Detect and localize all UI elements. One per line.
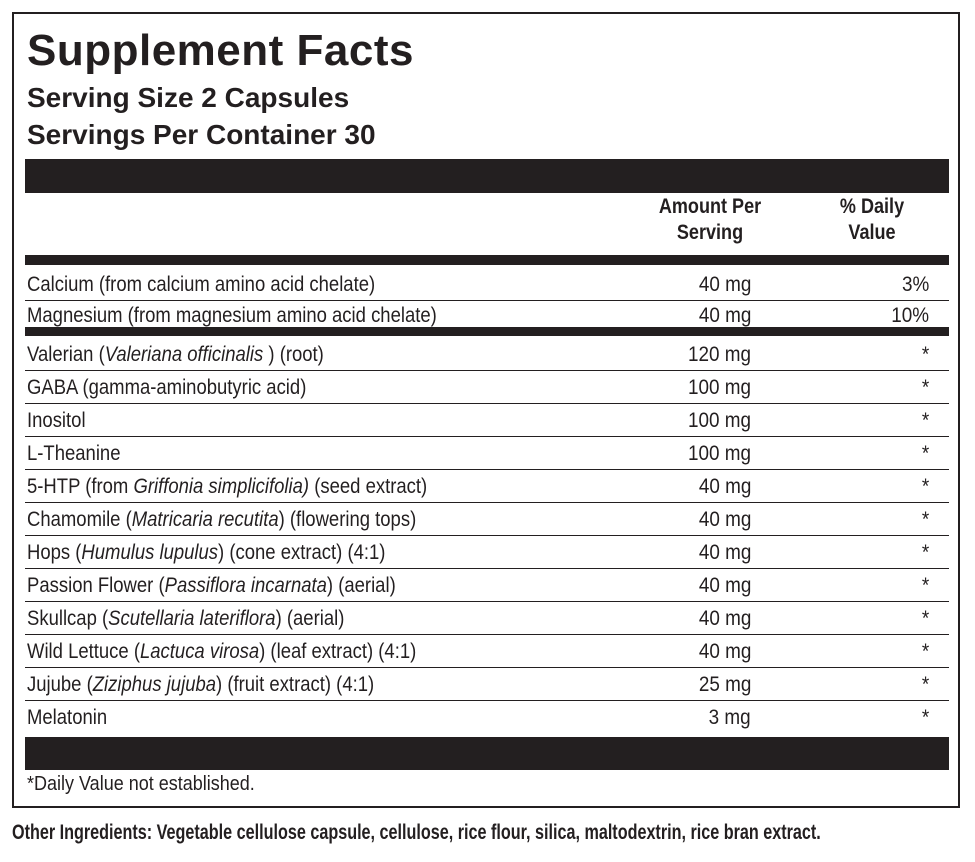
ingredient-daily-value: 10% bbox=[891, 304, 929, 327]
ingredient-name bbox=[27, 540, 385, 565]
botanical-name: Humulus lupulus bbox=[81, 541, 219, 564]
footer-bar bbox=[25, 737, 949, 770]
ingredient-amount: 3 mg bbox=[708, 706, 751, 729]
ingredient-amount: 40 mg bbox=[698, 273, 751, 296]
ingredient-name bbox=[27, 408, 86, 433]
table-row bbox=[25, 371, 949, 404]
ingredient-text: ) (fruit extract) (4:1) bbox=[216, 673, 375, 696]
ingredient-name bbox=[27, 639, 416, 664]
ingredient-amount: 40 mg bbox=[698, 574, 751, 597]
ingredient-daily-value: * bbox=[921, 541, 929, 564]
ingredient-amount: 100 mg bbox=[687, 409, 751, 432]
ingredient-text: ) (flowering tops) bbox=[278, 508, 417, 531]
ingredient-text: Magnesium (from magnesium amino acid chelate) bbox=[27, 304, 437, 327]
table-row bbox=[25, 470, 949, 503]
botanical-name: Passiflora incarnata bbox=[164, 574, 327, 597]
table-row bbox=[25, 536, 949, 569]
botanical-name: Valeriana officinalis bbox=[104, 343, 264, 366]
serving-size: Serving Size 2 Capsules bbox=[27, 82, 350, 113]
ingredient-name bbox=[27, 672, 374, 697]
botanical-name: Ziziphus jujuba bbox=[92, 673, 217, 696]
table-row bbox=[25, 569, 949, 602]
ingredient-text: Inositol bbox=[27, 409, 86, 432]
ingredient-amount: 40 mg bbox=[698, 304, 751, 327]
ingredient-daily-value: * bbox=[921, 409, 929, 432]
botanical-name: Matricaria recutita bbox=[131, 508, 279, 531]
ingredient-amount: 40 mg bbox=[698, 475, 751, 498]
header-divider bbox=[25, 255, 949, 265]
other-ingredients: Other Ingredients: Vegetable cellulose capsule, cellulose, rice flour, silica, maltodextrin, rice bran extract. bbox=[12, 821, 821, 844]
ingredient-text: Melatonin bbox=[27, 706, 108, 729]
ingredient-amount: 40 mg bbox=[698, 508, 751, 531]
ingredient-daily-value: * bbox=[921, 574, 929, 597]
ingredient-daily-value: * bbox=[921, 640, 929, 663]
ingredient-text: Chamomile ( bbox=[27, 508, 132, 531]
ingredient-text: Calcium (from calcium amino acid chelate) bbox=[27, 273, 376, 296]
ingredient-daily-value: * bbox=[921, 442, 929, 465]
supplement-facts-panel bbox=[12, 12, 960, 808]
ingredient-name bbox=[27, 705, 107, 730]
ingredient-text: Jujube ( bbox=[27, 673, 93, 696]
ingredient-daily-value: * bbox=[921, 706, 929, 729]
ingredient-name bbox=[27, 474, 427, 499]
table-row bbox=[25, 503, 949, 536]
amount-per-serving-header: Amount Per Serving bbox=[658, 195, 762, 244]
table-row bbox=[25, 404, 949, 437]
ingredient-name bbox=[27, 375, 306, 400]
ingredient-text: L-Theanine bbox=[27, 442, 121, 465]
ingredient-text: Hops ( bbox=[27, 541, 82, 564]
ingredient-name bbox=[27, 272, 375, 297]
section-divider bbox=[25, 327, 949, 336]
ingredient-name bbox=[27, 573, 396, 598]
ingredient-text: 5-HTP (from bbox=[27, 475, 134, 498]
table-row bbox=[25, 701, 949, 734]
ingredient-name bbox=[27, 342, 324, 367]
ingredient-daily-value: * bbox=[921, 376, 929, 399]
ingredient-text: ) (aerial) bbox=[326, 574, 396, 597]
table-row bbox=[25, 338, 949, 371]
ingredient-text: Wild Lettuce ( bbox=[27, 640, 140, 663]
table-row bbox=[25, 668, 949, 701]
ingredient-daily-value: * bbox=[921, 673, 929, 696]
ingredient-text: Passion Flower ( bbox=[27, 574, 165, 597]
ingredient-daily-value: * bbox=[921, 508, 929, 531]
table-row bbox=[25, 602, 949, 635]
table-row bbox=[25, 268, 949, 301]
ingredient-text: Valerian ( bbox=[27, 343, 105, 366]
header-bar bbox=[25, 159, 949, 193]
daily-value-header: % Daily Value bbox=[839, 195, 905, 244]
ingredient-text: Skullcap ( bbox=[27, 607, 109, 630]
ingredient-text: ) (root) bbox=[263, 343, 324, 366]
ingredient-amount: 100 mg bbox=[687, 442, 751, 465]
ingredient-text: ) (leaf extract) (4:1) bbox=[259, 640, 417, 663]
ingredient-daily-value: * bbox=[921, 343, 929, 366]
panel-title: Supplement Facts bbox=[27, 26, 414, 75]
ingredient-amount: 40 mg bbox=[698, 640, 751, 663]
ingredient-amount: 40 mg bbox=[698, 607, 751, 630]
ingredient-name bbox=[27, 303, 437, 328]
ingredient-daily-value: * bbox=[921, 607, 929, 630]
ingredient-text: ) (aerial) bbox=[275, 607, 345, 630]
ingredient-name bbox=[27, 441, 121, 466]
botanical-name: Scutellaria lateriflora bbox=[108, 607, 276, 630]
ingredient-daily-value: 3% bbox=[901, 273, 929, 296]
ingredient-name bbox=[27, 507, 416, 532]
botanical-name: Lactuca virosa bbox=[139, 640, 260, 663]
ingredient-text: (seed extract) bbox=[309, 475, 428, 498]
ingredient-amount: 120 mg bbox=[687, 343, 751, 366]
ingredient-amount: 25 mg bbox=[698, 673, 751, 696]
servings-per-container: Servings Per Container 30 bbox=[27, 119, 376, 150]
ingredient-amount: 40 mg bbox=[698, 541, 751, 564]
ingredient-text: GABA (gamma-aminobutyric acid) bbox=[27, 376, 307, 399]
table-row bbox=[25, 437, 949, 470]
ingredient-amount: 100 mg bbox=[687, 376, 751, 399]
ingredient-name bbox=[27, 606, 344, 631]
footnote: *Daily Value not established. bbox=[27, 773, 255, 795]
ingredient-text: ) (cone extract) (4:1) bbox=[218, 541, 386, 564]
table-row bbox=[25, 635, 949, 668]
ingredient-daily-value: * bbox=[921, 475, 929, 498]
botanical-name: Griffonia simplicifolia) bbox=[133, 475, 310, 498]
